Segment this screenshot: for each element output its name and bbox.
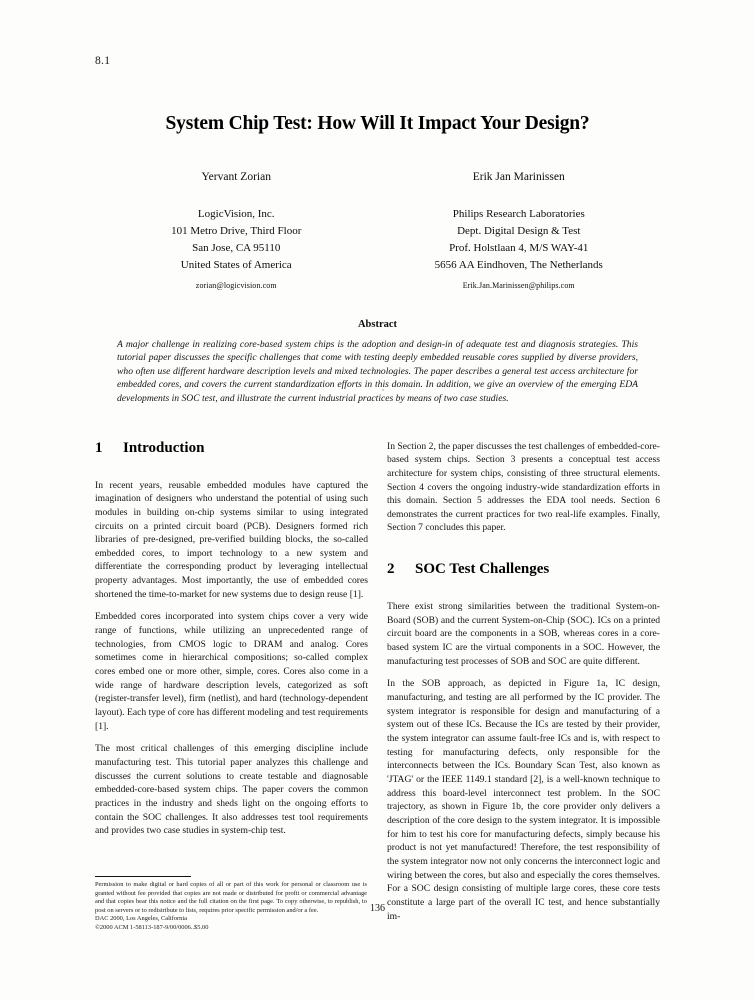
author-email: zorian@logicvision.com [195,281,277,291]
author-email: Erik.Jan.Marinissen@philips.com [462,281,575,291]
section-title: Introduction [123,439,205,456]
author-name: Yervant Zorian [201,171,271,183]
abstract-text: A major challenge in realizing core-based system chips is the adoption and design-in of adequate test and diagnosis strategies. This tutorial paper discusses the specific challenges that come with testing deeply embedded reusable cores supplied by diverse providers, who often use different hardware description levels and mixed technologies. The paper describes a general test access architecture for embedded cores, and covers the current standardization efforts in this domain. In addition, we give an overview of the emerging EDA developments in SOC test, and illustrate the current industrial practices by means of two case studies. [117,338,638,404]
abstract-section [95,319,660,406]
page-title: System Chip Test: How Will It Impact Your Design? [165,113,590,134]
abstract-heading: Abstract [357,318,398,330]
paragraph: In Section 2, the paper discusses the test challenges of embedded-core-based system chips. Section 3 presents a conceptual test access architecture for system chips, consisting of three structural elements. Section 4 covers the ongoing industry-wide standardization efforts in this domain. Section 5 addresses the EDA tool needs. Section 6 demonstrates the current practices for two real-life examples. Finally, Section 7 concludes this paper. [387,440,660,534]
copyright-acm: ©2000 ACM 1-58113-187-9/00/0006..$5.00 [95,923,209,931]
section-heading-soc-test-challenges [387,561,660,578]
paragraph: The most critical challenges of this emerging discipline include manufacturing test. This tutorial paper analyzes this challenge and discusses the current solutions to create testable and diagnosable embedded-core-based system chips. The paper covers the common practices in the industry and sheds light on the ongoing efforts to contain the SOC challenges. It also addresses test tool requirements and provides two case studies in system-chip test. [95,743,368,837]
affiliation-line: Philips Research Laboratories [452,208,585,221]
paper-sheet [95,55,660,935]
author-block-2 [378,169,661,293]
paragraph: There exist strong similarities between the traditional System-on-Board (SOB) and the current System-on-Chip (SOC). ICs on a printed circuit board are the components in a SOB, whereas cores in a core-based system IC are the virtual components in a SOC. However, the manufacturing test processes of SOB and SOC are quite different. [387,601,660,667]
body-columns [95,440,660,933]
affiliation-line: LogicVision, Inc. [197,208,275,221]
paragraph: Embedded cores incorporated into system chips cover a very wide range of functions, while utilizing an unprecedented range of technologies, from CMOS logic to DRAM and analog. Cores sometimes come in hierarchical compositions; so-called complex cores embed one or more other, simple, cores. Cores also come in a wide range of hardware description levels, categorized as soft (register-transfer level), firm (netlist), and hard (technology-dependent layout). Each type of core has different modeling and test requirements [1]. [95,611,368,732]
section-number: 2 [387,561,395,578]
copyright-conference: DAC 2000, Los Angeles, California [95,915,187,923]
author-name: Erik Jan Marinissen [472,171,565,183]
affiliation-line: 5656 AA Eindhoven, The Netherlands [434,258,603,271]
copyright-rule [95,876,191,877]
column-left [95,440,368,933]
affiliation-line: Dept. Digital Design & Test [457,225,581,238]
author-list [95,169,660,293]
column-right [387,440,660,933]
copyright-permission: Permission to make digital or hard copies of all or part of this work for personal or classroom use is granted without fee provided that copies are not made or distributed for profit or commercial advantage and that copies bear this notice and the full citation on the first page. To copy otherwise, to republish, to post on servers or to redistribute to lists, requires prior specific permission and/or a fee. [95,881,367,914]
affiliation-line: 101 Metro Drive, Third Floor [171,225,302,238]
paragraph: In the SOB approach, as depicted in Figure 1a, IC design, manufacturing, and testing are all performed by the IC provider. The system integrator is responsible for design and manufacturing of a system out of these ICs. Because the ICs are tested by their provider, the system integrator can assume fault-free ICs and is, with respect to testing for manufacturing defects, only responsible for the interconnects between the ICs. Boundary Scan Test, also known as 'JTAG' or the IEEE 1149.1 standard [2], is a well-known technique to address this board-level interconnect test problem. In the SOC trajectory, as shown in Figure 1b, the core provider only delivers a description of the core design to the system integrator. It is impossible for him to test his core for manufacturing defects, simply because his product is not yet manufactured! Therefore, the test responsibility of the system integrator now not only concerns the interconnect logic and wiring between the cores, but also and especially the cores themselves. For a SOC design consisting of multiple large cores, these core tests constitute a large part of the overall IC test, and hence substantially im- [387,678,660,922]
author-block-1 [95,169,378,293]
session-id: 8.1 [95,55,111,67]
page-number: 136 [370,903,385,914]
section-number: 1 [95,439,103,456]
section-title: SOC Test Challenges [415,561,550,578]
affiliation-line: United States of America [180,258,292,271]
affiliation-line: San Jose, CA 95110 [192,241,281,254]
section-heading-introduction [95,440,368,457]
paragraph: In recent years, reusable embedded modules have captured the imagination of designers who understand the potential of using such modules in building on-chip systems similar to using integrated circuits on a printed circuit board (PCB). Designers formed rich libraries of pre-designed, pre-verified building blocks, the so-called embedded cores, to import technology to a new system and differentiate the corresponding product by leveraging intellectual property advantages. Most importantly, the use of embedded cores shortened the time-to-market for new systems due to design reuse [1]. [95,479,368,600]
affiliation-line: Prof. Holstlaan 4, M/S WAY-41 [449,241,589,254]
